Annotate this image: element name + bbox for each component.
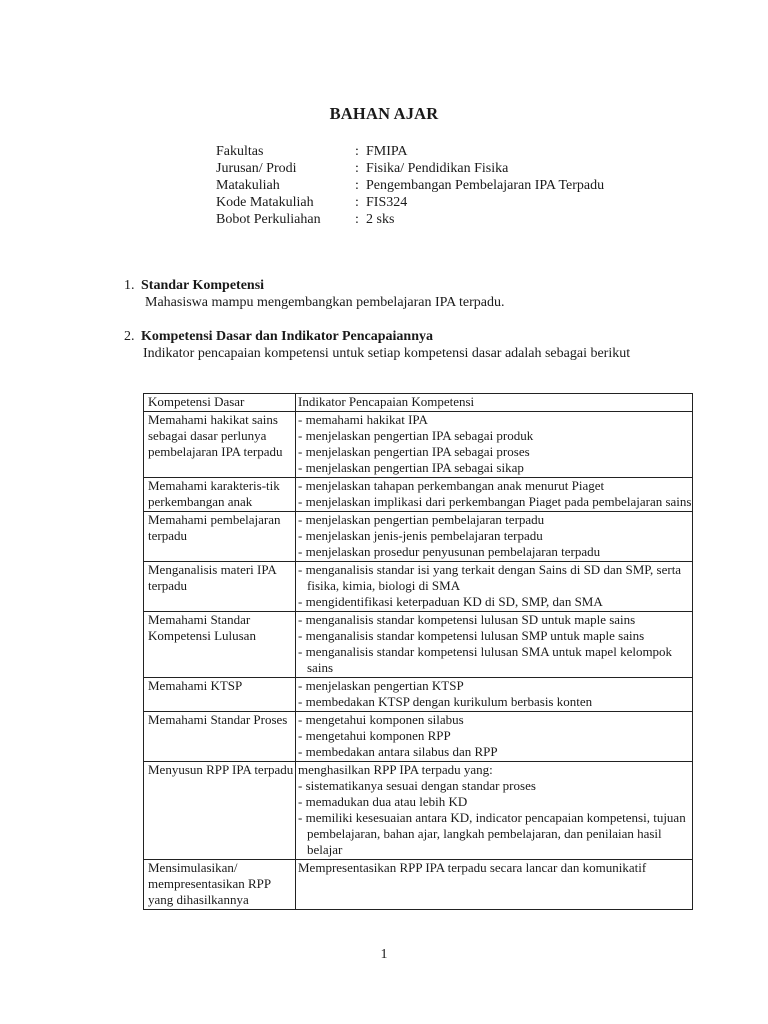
page-number: 1 bbox=[380, 947, 388, 962]
info-value: Fisika/ Pendidikan Fisika bbox=[366, 161, 509, 176]
kd-cell: Memahami Standar Proses bbox=[144, 712, 296, 762]
section-2-heading bbox=[124, 328, 433, 345]
section-number: 1. bbox=[124, 278, 135, 293]
indicator-cell bbox=[296, 712, 693, 762]
indicator-item: Mempresentasikan RPP IPA terpadu secara lancar dan komunikatif bbox=[298, 860, 647, 875]
table-row bbox=[144, 762, 693, 860]
kd-cell: Mensimulasikan/ mempresentasikan RPP yang dihasilkannya bbox=[144, 860, 296, 910]
info-value: FIS324 bbox=[366, 195, 408, 210]
indicator-item: - menjelaskan implikasi dari perkembangan Piaget pada pembelajaran sains bbox=[298, 494, 692, 509]
info-label: Kode Matakuliah bbox=[216, 195, 314, 210]
info-separator: : bbox=[355, 178, 359, 193]
indicator-item: - menjelaskan jenis-jenis pembelajaran terpadu bbox=[298, 528, 543, 543]
indicator-cell bbox=[296, 762, 693, 860]
table-row bbox=[144, 562, 693, 612]
table-header-cell: Kompetensi Dasar bbox=[144, 394, 296, 412]
indicator-item: - menjelaskan pengertian IPA sebagai proses bbox=[298, 444, 530, 459]
kd-cell: Menganalisis materi IPA terpadu bbox=[144, 562, 296, 612]
info-row-matakuliah bbox=[216, 177, 604, 194]
indicator-item: - menjelaskan pengertian pembelajaran terpadu bbox=[298, 512, 545, 527]
indicator-item: - memadukan dua atau lebih KD bbox=[298, 794, 468, 809]
kd-cell: Memahami karakteris-tik perkembangan anak bbox=[144, 478, 296, 512]
indicator-cell bbox=[296, 678, 693, 712]
table-row bbox=[144, 478, 693, 512]
indicator-item: - menjelaskan pengertian IPA sebagai produk bbox=[298, 428, 534, 443]
info-separator: : bbox=[355, 144, 359, 159]
indicator-item: - membedakan KTSP dengan kurikulum berbasis konten bbox=[298, 694, 593, 709]
indicator-item: - menganalisis standar kompetensi lulusan SD untuk maple sains bbox=[298, 612, 636, 627]
kd-cell: Memahami pembelajaran terpadu bbox=[144, 512, 296, 562]
info-label: Matakuliah bbox=[216, 178, 280, 193]
table-row bbox=[144, 512, 693, 562]
section-2-body: Indikator pencapaian kompetensi untuk setiap kompetensi dasar adalah sebagai berikut bbox=[143, 346, 631, 361]
table-header-cell: Indikator Pencapaian Kompetensi bbox=[296, 394, 693, 412]
info-row-kode bbox=[216, 194, 604, 211]
section-1-body: Mahasiswa mampu mengembangkan pembelajaran IPA terpadu. bbox=[145, 295, 505, 310]
indicator-item: - membedakan antara silabus dan RPP bbox=[298, 744, 498, 759]
section-number: 2. bbox=[124, 329, 135, 344]
section-title: Standar Kompetensi bbox=[141, 278, 265, 293]
competency-table bbox=[143, 393, 693, 910]
indicator-item: - menjelaskan prosedur penyusunan pembelajaran terpadu bbox=[298, 544, 601, 559]
kd-cell: Menyusun RPP IPA terpadu bbox=[144, 762, 296, 860]
info-row-bobot bbox=[216, 211, 604, 228]
table-row bbox=[144, 412, 693, 478]
section-1-heading bbox=[124, 277, 264, 294]
kd-cell: Memahami KTSP bbox=[144, 678, 296, 712]
info-separator: : bbox=[355, 212, 359, 227]
indicator-cell bbox=[296, 562, 693, 612]
indicator-intro: menghasilkan RPP IPA terpadu yang: bbox=[298, 762, 493, 777]
indicator-item: - menganalisis standar kompetensi lulusan SMA untuk mapel kelompok sains bbox=[298, 644, 673, 675]
info-label: Fakultas bbox=[216, 144, 264, 159]
indicator-item: - menjelaskan pengertian IPA sebagai sikap bbox=[298, 460, 524, 475]
indicator-item: - menjelaskan pengertian KTSP bbox=[298, 678, 464, 693]
indicator-item: - memahami hakikat IPA bbox=[298, 412, 428, 427]
indicator-item: - menganalisis standar kompetensi lulusan SMP untuk maple sains bbox=[298, 628, 645, 643]
info-row-fakultas bbox=[216, 143, 604, 160]
kd-cell: Memahami Standar Kompetensi Lulusan bbox=[144, 612, 296, 678]
indicator-item: - mengetahui komponen silabus bbox=[298, 712, 464, 727]
indicator-cell bbox=[296, 478, 693, 512]
indicator-item: - sistematikanya sesuai dengan standar proses bbox=[298, 778, 536, 793]
indicator-item: - menjelaskan tahapan perkembangan anak menurut Piaget bbox=[298, 478, 605, 493]
info-separator: : bbox=[355, 195, 359, 210]
indicator-item: - memiliki kesesuaian antara KD, indicator pencapaian kompetensi, tujuan pembelajaran, bahan ajar, langkah pembelajaran, dan penilaian hasil belajar bbox=[298, 810, 686, 857]
section-title: Kompetensi Dasar dan Indikator Pencapaiannya bbox=[141, 329, 433, 344]
info-label: Jurusan/ Prodi bbox=[216, 161, 297, 176]
indicator-item: - mengetahui komponen RPP bbox=[298, 728, 451, 743]
info-value: Pengembangan Pembelajaran IPA Terpadu bbox=[366, 178, 605, 193]
table-row bbox=[144, 678, 693, 712]
indicator-item: - menganalisis standar isi yang terkait dengan Sains di SD dan SMP, serta fisika, kimia, biologi di SMA bbox=[298, 562, 682, 593]
table-header-row bbox=[144, 394, 693, 412]
table-row bbox=[144, 612, 693, 678]
info-value: FMIPA bbox=[366, 144, 408, 159]
document-title: BAHAN AJAR bbox=[329, 104, 439, 123]
info-separator: : bbox=[355, 161, 359, 176]
indicator-cell bbox=[296, 612, 693, 678]
table-row bbox=[144, 860, 693, 910]
course-info-block bbox=[216, 143, 604, 228]
indicator-cell bbox=[296, 860, 693, 910]
kd-cell: Memahami hakikat sains sebagai dasar perlunya pembelajaran IPA terpadu bbox=[144, 412, 296, 478]
table-row bbox=[144, 712, 693, 762]
indicator-cell bbox=[296, 412, 693, 478]
info-label: Bobot Perkuliahan bbox=[216, 212, 321, 227]
info-row-jurusan bbox=[216, 160, 604, 177]
info-value: 2 sks bbox=[366, 212, 395, 227]
indicator-item: - mengidentifikasi keterpaduan KD di SD, SMP, dan SMA bbox=[298, 594, 603, 609]
indicator-cell bbox=[296, 512, 693, 562]
